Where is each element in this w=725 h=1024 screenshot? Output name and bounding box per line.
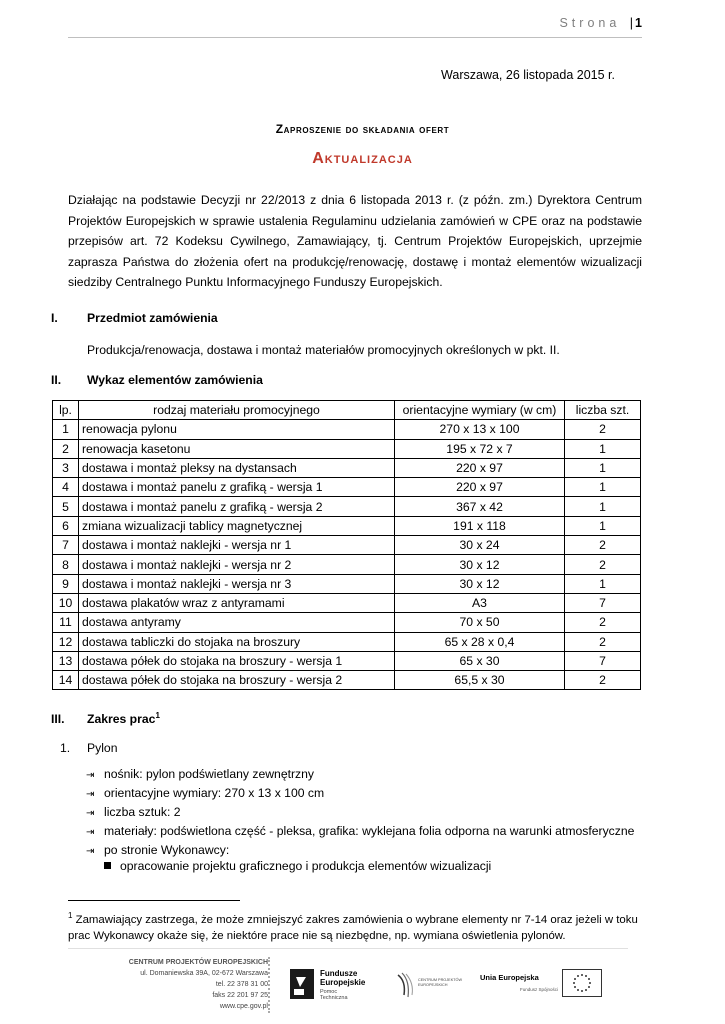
list-item	[86, 841, 634, 860]
bullet-text: nośnik: pylon podświetlany zewnętrzny	[104, 767, 315, 781]
cell-dimensions: 191 x 118	[395, 516, 565, 535]
table-row	[53, 671, 641, 690]
table-row	[53, 593, 641, 612]
intro-paragraph: Działając na podstawie Decyzji nr 22/2013 z dnia 6 listopada 2013 r. (z późn. zm.) Dyrektora Centrum Projektów Europejskich w sprawie ustalenia Regulaminu udzielania zamówień w CPE oraz na podstawie przepisów art. 72 Kodeksu Cywilnego, Zamawiający, tj. Centrum Projektów Europejskich, uprzejmie zaprasza Państwa do złożenia ofert na produkcję/renowację, dostawę i montaż elementów wizualizacji siedziby Centralnego Punktu Informacyjnego Funduszy Europejskich.	[68, 193, 642, 289]
cell-dimensions: 270 x 13 x 100	[395, 420, 565, 439]
cpe-logo-text: CENTRUM PROJEKTÓW EUROPEJSKICH	[418, 978, 463, 987]
header-material: rodzaj materiału promocyjnego	[79, 401, 395, 420]
section-3-heading	[51, 711, 160, 726]
cell-dimensions: 30 x 12	[395, 574, 565, 593]
document-subtitle: Aktualizacja	[312, 150, 413, 167]
cell-lp: 9	[53, 574, 79, 593]
section-2-heading	[51, 373, 263, 387]
eu-logo-title: Unia Europejska	[480, 973, 539, 982]
table-row	[53, 458, 641, 477]
cell-quantity: 2	[565, 555, 641, 574]
cell-lp: 12	[53, 632, 79, 651]
page-separator: |	[629, 16, 634, 30]
table-row	[53, 651, 641, 670]
footnote	[68, 908, 642, 944]
cell-material: renowacja pylonu	[79, 420, 395, 439]
cell-dimensions: 65,5 x 30	[395, 671, 565, 690]
sub-bullet-item	[104, 859, 491, 873]
square-bullet-icon	[104, 862, 111, 869]
cell-lp: 1	[53, 420, 79, 439]
cell-material: dostawa antyramy	[79, 613, 395, 632]
eu-flag-icon	[562, 969, 602, 997]
bullet-text: materiały: podświetlona część - pleksa, grafika: wyklejana folia odporna na warunki atmosferyczne	[104, 824, 635, 838]
cell-lp: 11	[53, 613, 79, 632]
section-1-text: Produkcja/renowacja, dostawa i montaż materiałów promocyjnych określonych w pkt. II.	[87, 343, 560, 357]
header-lp: lp.	[53, 401, 79, 420]
cell-lp: 8	[53, 555, 79, 574]
page-word: Strona	[559, 16, 621, 30]
footer-fax: faks 22 201 97 25	[212, 992, 268, 999]
table-row	[53, 478, 641, 497]
header-dimensions: orientacyjne wymiary (w cm)	[395, 401, 565, 420]
bullet-text: liczba sztuk: 2	[104, 805, 181, 819]
cell-material: dostawa półek do stojaka na broszury - wersja 1	[79, 651, 395, 670]
arrow-bullet-icon: ⇥	[86, 789, 95, 800]
cell-lp: 13	[53, 651, 79, 670]
fe-logo-icon	[288, 967, 316, 1001]
cell-lp: 10	[53, 593, 79, 612]
cell-material: dostawa i montaż panelu z grafiką - wersja 2	[79, 497, 395, 516]
list-item	[86, 803, 634, 822]
cell-dimensions: 65 x 30	[395, 651, 565, 670]
cell-quantity: 2	[565, 536, 641, 555]
list-item	[86, 822, 634, 841]
cell-quantity: 2	[565, 671, 641, 690]
footnote-marker[interactable]: 1	[155, 711, 160, 720]
fe-line-1: Fundusze	[320, 969, 358, 978]
pylon-bullet-list	[86, 765, 634, 860]
bullet-text: orientacyjne wymiary: 270 x 13 x 100 cm	[104, 786, 325, 800]
arrow-bullet-icon: ⇥	[86, 846, 95, 857]
cell-dimensions: 30 x 24	[395, 536, 565, 555]
table-header-row	[53, 401, 641, 420]
footnote-text: Zamawiający zastrzega, że może zmniejszyć zakres zamówienia o wybrane elementy nr 7-14 oraz jeżeli w toku prac Wykonawcy okaże się, że niektóre prace nie są niezbędne, np. wymiana oświetlenia pylonów.	[68, 913, 638, 942]
list-item	[86, 784, 634, 803]
fe-line-2: Europejskie	[320, 978, 366, 987]
cpe-logo-icon	[396, 971, 416, 999]
eu-logo-subtitle: Fundusz Spójności	[519, 987, 558, 992]
cell-material: dostawa i montaż pleksy na dystansach	[79, 458, 395, 477]
cell-quantity: 1	[565, 458, 641, 477]
header-quantity: liczba szt.	[565, 401, 641, 420]
table-row	[53, 632, 641, 651]
cell-quantity: 2	[565, 613, 641, 632]
document-title: Zaproszenie do składania ofert	[275, 122, 450, 136]
list-item-title: Pylon	[87, 741, 118, 755]
table-row	[53, 516, 641, 535]
cell-quantity: 1	[565, 516, 641, 535]
cell-quantity: 7	[565, 593, 641, 612]
section-1-title: Przedmiot zamówienia	[87, 311, 218, 325]
cell-material: dostawa i montaż naklejki - wersja nr 1	[79, 536, 395, 555]
table-row	[53, 555, 641, 574]
page-footer	[68, 948, 628, 1018]
table-row	[53, 613, 641, 632]
footer-phone: tel. 22 378 31 00	[215, 981, 268, 988]
cell-quantity: 1	[565, 439, 641, 458]
cell-dimensions: 30 x 12	[395, 555, 565, 574]
cell-quantity: 1	[565, 497, 641, 516]
items-table	[52, 400, 641, 690]
section-1-number: I.	[51, 311, 58, 325]
cell-dimensions: 220 x 97	[395, 478, 565, 497]
cell-dimensions: 70 x 50	[395, 613, 565, 632]
cell-quantity: 1	[565, 574, 641, 593]
bullet-text: po stronie Wykonawcy:	[104, 843, 230, 857]
page-header	[68, 14, 642, 38]
cell-dimensions: 195 x 72 x 7	[395, 439, 565, 458]
fe-logo-text	[320, 969, 365, 987]
section-1-heading	[51, 311, 218, 325]
table-row	[53, 420, 641, 439]
eu-logo	[480, 967, 604, 1003]
cell-material: dostawa plakatów wraz z antyramami	[79, 593, 395, 612]
sub-bullet-text: opracowanie projektu graficznego i produkcja elementów wizualizacji	[120, 859, 492, 873]
page-number-value: 1	[635, 16, 642, 30]
cell-lp: 5	[53, 497, 79, 516]
arrow-bullet-icon: ⇥	[86, 770, 95, 781]
page-number	[559, 16, 642, 30]
cell-lp: 14	[53, 671, 79, 690]
cell-lp: 4	[53, 478, 79, 497]
section-2-title: Wykaz elementów zamówienia	[87, 373, 263, 387]
cell-dimensions: 65 x 28 x 0,4	[395, 632, 565, 651]
footnote-number: 1	[68, 911, 73, 920]
list-item-number: 1.	[60, 741, 71, 755]
cell-material: dostawa i montaż naklejki - wersja nr 3	[79, 574, 395, 593]
section-2-number: II.	[51, 373, 62, 387]
footer-website[interactable]: www.cpe.gov.pl	[219, 1003, 268, 1010]
cell-dimensions: 220 x 97	[395, 458, 565, 477]
date-line: Warszawa, 26 listopada 2015 r.	[441, 68, 615, 82]
cell-material: dostawa tabliczki do stojaka na broszury	[79, 632, 395, 651]
list-item	[86, 765, 634, 784]
cell-lp: 2	[53, 439, 79, 458]
fe-logo-subtitle: Pomoc Techniczna	[320, 989, 348, 1001]
cell-material: dostawa półek do stojaka na broszury - wersja 2	[79, 671, 395, 690]
list-item-pylon	[60, 741, 118, 755]
cell-quantity: 2	[565, 632, 641, 651]
cpe-logo	[396, 971, 476, 1001]
cell-lp: 3	[53, 458, 79, 477]
cell-quantity: 2	[565, 420, 641, 439]
cell-dimensions: 367 x 42	[395, 497, 565, 516]
footer-divider	[268, 957, 270, 1013]
cell-lp: 7	[53, 536, 79, 555]
table-row	[53, 536, 641, 555]
footer-street: ul. Domaniewska 39A, 02-672 Warszawa	[140, 970, 268, 977]
footnote-separator	[68, 900, 240, 901]
fundusze-europejskie-logo	[288, 967, 364, 1003]
footer-address	[80, 957, 268, 1012]
cell-quantity: 7	[565, 651, 641, 670]
arrow-bullet-icon: ⇥	[86, 808, 95, 819]
table-row	[53, 497, 641, 516]
cell-quantity: 1	[565, 478, 641, 497]
section-3-number: III.	[51, 712, 65, 727]
cell-material: zmiana wizualizacji tablicy magnetycznej	[79, 516, 395, 535]
footer-org: CENTRUM PROJEKTÓW EUROPEJSKICH	[128, 959, 268, 966]
cell-material: renowacja kasetonu	[79, 439, 395, 458]
cell-material: dostawa i montaż panelu z grafiką - wersja 1	[79, 478, 395, 497]
table-row	[53, 439, 641, 458]
table-row	[53, 574, 641, 593]
section-3-title: Zakres prac	[87, 712, 156, 727]
arrow-bullet-icon: ⇥	[86, 827, 95, 838]
cell-lp: 6	[53, 516, 79, 535]
cell-material: dostawa i montaż naklejki - wersja nr 2	[79, 555, 395, 574]
cell-dimensions: A3	[395, 593, 565, 612]
